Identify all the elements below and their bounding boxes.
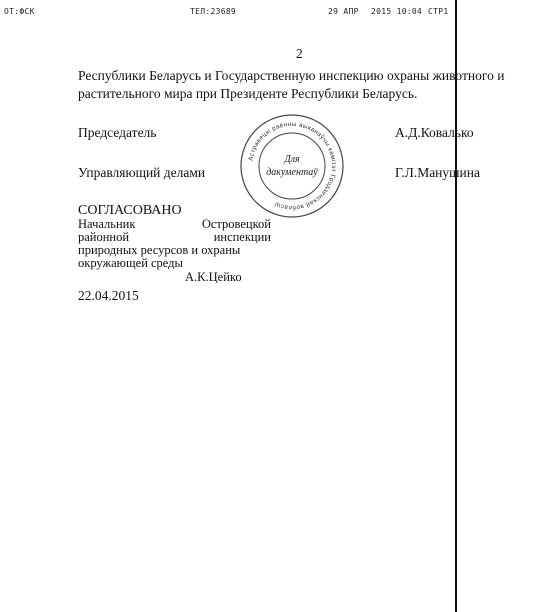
fax-date: 29 АПР bbox=[328, 7, 359, 16]
stamp-ring-text: Астравецкі раённы выканаўчы камітэт Гродзенскай вобласці bbox=[247, 120, 338, 212]
fax-page: СТР1 bbox=[428, 7, 449, 16]
approval-date: 22.04.2015 bbox=[78, 288, 139, 303]
approval-line-1-left: Начальник bbox=[78, 217, 136, 231]
stamp-inner-ring bbox=[259, 133, 325, 199]
approval-signer: А.К.Цейко bbox=[185, 270, 242, 284]
approval-line-2-right: инспекции bbox=[213, 230, 271, 244]
chairman-title: Председатель bbox=[78, 125, 157, 140]
page-number: 2 bbox=[296, 46, 303, 61]
approval-line-3: природных ресурсов и охраны bbox=[78, 243, 241, 257]
paragraph-line-2: растительного мира при Президенте Республики Беларусь. bbox=[78, 86, 418, 101]
fax-from: ОТ:ФСК bbox=[4, 7, 35, 16]
approval-line-4: окружающей среды bbox=[78, 256, 183, 270]
approval-line-1-right: Островецкой bbox=[201, 217, 271, 231]
approval-line-2-left: районной bbox=[78, 230, 130, 244]
approval-heading: СОГЛАСОВАНО bbox=[78, 203, 182, 218]
chairman-name: А.Д.Ковалько bbox=[395, 125, 474, 140]
scan-line bbox=[455, 0, 457, 612]
fax-tel: ТЕЛ:23689 bbox=[190, 7, 237, 16]
stamp-center-line-1: Для bbox=[284, 154, 300, 165]
stamp-outer-ring bbox=[241, 115, 343, 217]
manager-name: Г.Л.Манушина bbox=[395, 165, 480, 180]
manager-title: Управляющий делами bbox=[78, 165, 206, 180]
paragraph-line-1: Республики Беларусь и Государственную инспекцию охраны животного и bbox=[78, 68, 505, 83]
official-stamp bbox=[238, 112, 346, 220]
fax-year-time: 2015 10:04 bbox=[371, 7, 423, 16]
stamp-center-line-2: дакументаў bbox=[266, 167, 318, 178]
